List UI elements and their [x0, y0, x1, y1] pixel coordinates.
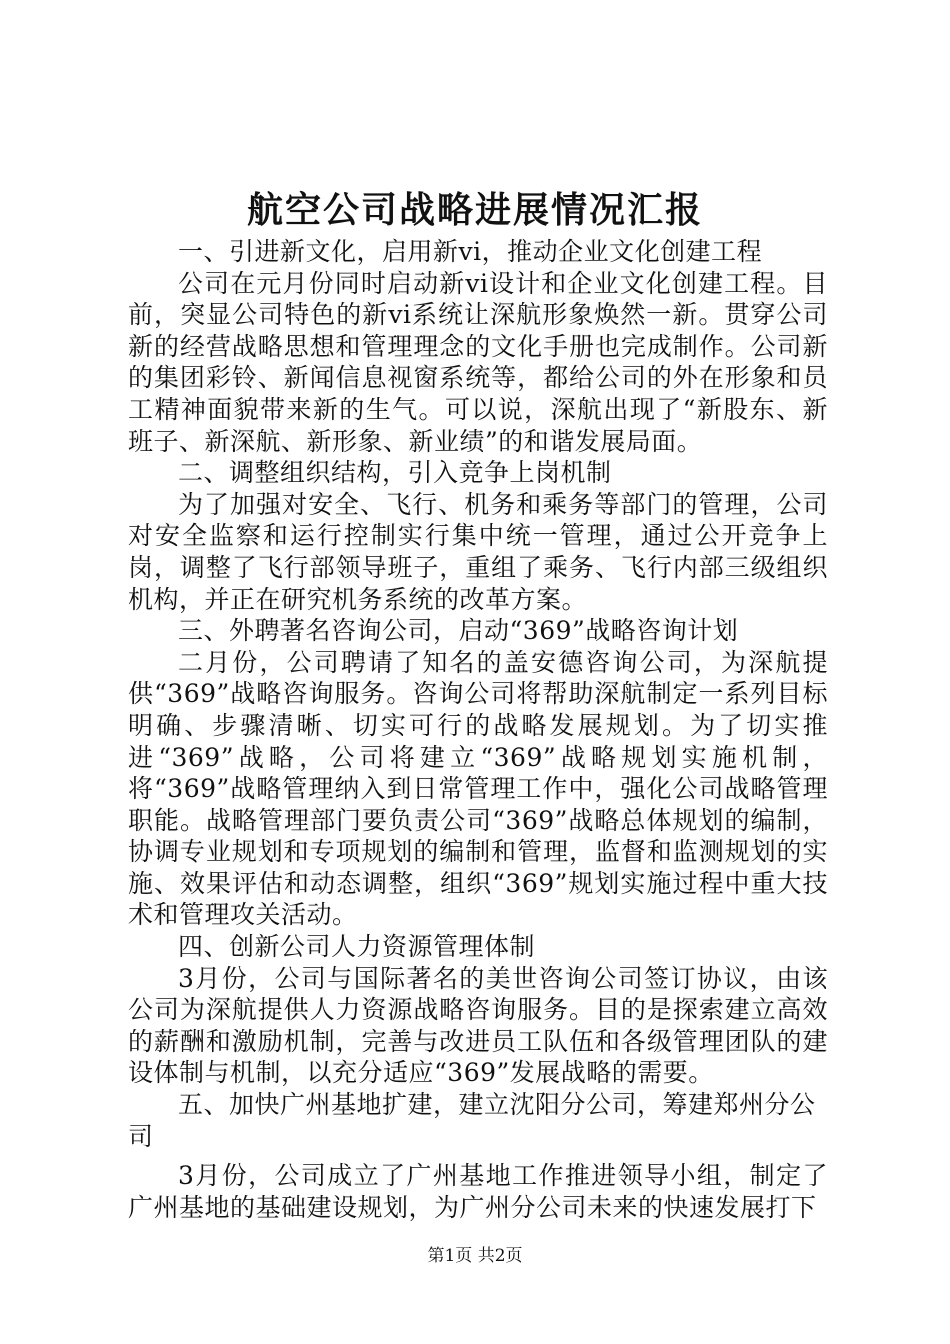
document-title: 航空公司战略进展情况汇报 — [246, 189, 703, 231]
section-paragraph-2: 为了加强对安全、飞行、机务和乘务等部门的管理，公司对安全监察和运行控制实行集中统一管理，通过公开竞争上岗，调整了飞行部领导班子，重组了乘务、飞行内部三级组织机构，并正在研究机务系统的改革方案。 — [128, 489, 828, 614]
section-paragraph-5: 3月份，公司成立了广州基地工作推进领导小组，制定了广州基地的基础建设规划，为广州分公司未来的快速发展打下 — [128, 1161, 828, 1222]
section-heading-1: 一、引进新文化，启用新vi，推动企业文化创建工程 — [178, 237, 763, 266]
section-heading-3: 三、外聘著名咨询公司，启动“369”战略咨询计划 — [178, 616, 739, 646]
section-heading-2: 二、调整组织结构，引入竞争上岗机制 — [178, 458, 612, 488]
section-paragraph-4: 3月份，公司与国际著名的美世咨询公司签订协议，由该公司为深航提供人力资源战略咨询服务。目的是探索建立高效的薪酬和激励机制，完善与改进员工队伍和各级管理团队的建设体制与机制，以充分适应“369”发展战略的需要。 — [128, 963, 828, 1088]
section-paragraph-1: 公司在元月份同时启动新vi设计和企业文化创建工程。目前，突显公司特色的新vi系统让深航形象焕然一新。贯穿公司新的经营战略思想和管理理念的文化手册也完成制作。公司新的集团彩铃、新闻信息视窗系统等，都给公司的外在形象和员工精神面貌带来新的生气。可以说，深航出现了“新股东、新班子、新深航、新形象、新业绩”的和谐发展局面。 — [128, 268, 828, 456]
section-paragraph-3: 二月份，公司聘请了知名的盖安德咨询公司，为深航提供“369”战略咨询服务。咨询公司将帮助深航制定一系列目标明确、步骤清晰、切实可行的战略发展规划。为了切实推进“369”战略，公司将建立“369”战略规划实施机制，将“369”战略管理纳入到日常管理工作中，强化公司战略管理职能。战略管理部门要负责公司“369”战略总体规划的编制，协调专业规划和专项规划的编制和管理，监督和监测规划的实施、效果评估和动态调整，组织“369”规划实施过程中重大技术和管理攻关活动。 — [128, 647, 828, 930]
document-body — [128, 236, 828, 1223]
section-heading-5: 五、加快广州基地扩建，建立沈阳分公司，筹建郑州分公司 — [128, 1090, 816, 1151]
page-footer: 第1页 共2页 — [427, 1246, 523, 1266]
section-heading-4: 四、创新公司人力资源管理体制 — [178, 932, 536, 962]
